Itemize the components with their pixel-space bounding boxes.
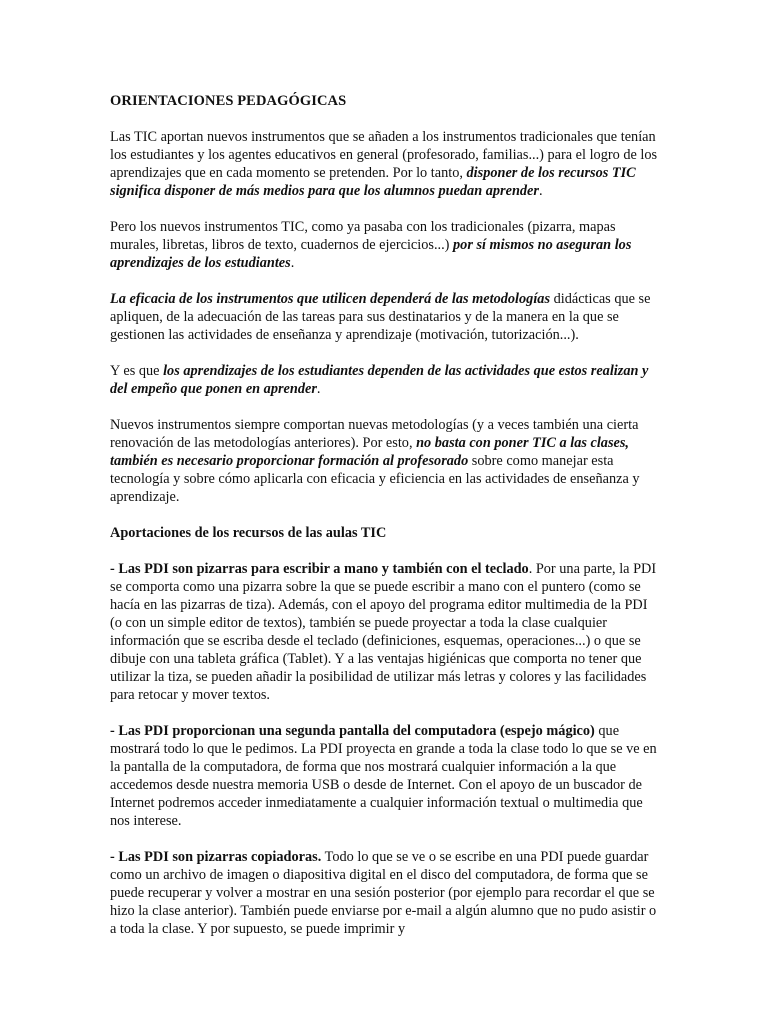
list-item-second-screen xyxy=(110,722,658,830)
emphasis-text: los aprendizajes de los estudiantes dependen de las actividades que estos realizan y del empeño que ponen en aprender xyxy=(110,363,649,397)
item-text: . Por una parte, la PDI se comporta como una pizarra sobre la que se puede escribir a mano con el puntero (como se hacía en las pizarras de tiza). Además, con el apoyo del programa editor multimedia de la PDI (o con un simple editor de textos), también se puede proyectar a toda la clase cualquier información que se escriba desde el teclado (definiciones, esquemas, operaciones...) o que se dibuje con una tableta gráfica (Tablet). Y a las ventajas higiénicas que comporta no tener que utilizar la tiza, se pueden añadir la posibilidad de utilizar más letras y colores y las facilidades para retocar y mover textos. xyxy=(110,561,657,703)
section-heading: Aportaciones de los recursos de las aulas TIC xyxy=(110,525,387,541)
paragraph-text: didácticas que se apliquen, de la adecuación de las tareas para sus destinatarios y de la manera en la que se gestionen las actividades de enseñanza y aprendizaje (motivación, tutorización...). xyxy=(110,291,651,343)
list-item-handwriting xyxy=(110,560,658,704)
emphasis-text: por sí mismos no aseguran los aprendizajes de los estudiantes xyxy=(110,237,632,271)
paragraph-end: . xyxy=(316,381,321,397)
paragraph-end: sobre como manejar esta tecnología y sobre cómo aplicarla con eficacia y eficiencia en las actividades de enseñanza y aprendizaje. xyxy=(110,453,640,505)
paragraph-text: Las TIC aportan nuevos instrumentos que se añaden a los instrumentos tradicionales que tenían los estudiantes y los agentes educativos en general (profesorado, familias...) para el logro de los aprendizajes que en cada momento se pretenden. Por lo tanto, xyxy=(110,129,658,181)
paragraph-text: Pero los nuevos instrumentos TIC, como ya pasaba con los tradicionales (pizarra, mapas murales, libretas, libros de texto, cuadernos de ejercicios...) xyxy=(110,219,616,253)
item-text: que mostrará todo lo que le pedimos. La PDI proyecta en grande a toda la clase todo lo que se ve en la pantalla de la computadora, de forma que nos mostrará cualquier información a la que accedemos desde nuestra memoria USB o desde de Internet. Con el apoyo de un buscador de Internet podremos acceder inmediatamente a cualquier información textual o multimedia que nos interese. xyxy=(110,723,657,829)
paragraph-traditional-tools xyxy=(110,218,658,272)
emphasis-text: disponer de los recursos TIC significa disponer de más medios para que los alumnos puedan aprender xyxy=(110,165,636,199)
emphasis-text: no basta con poner TIC a las clases, también es necesario proporcionar formación al profesorado xyxy=(110,435,629,469)
paragraph-new-methods xyxy=(110,416,658,506)
paragraph-text: Y es que xyxy=(110,363,164,379)
item-lead: - Las PDI proporcionan una segunda pantalla del computadora (espejo mágico) xyxy=(110,723,595,739)
item-text: Todo lo que se ve o se escribe en una PDI puede guardar como un archivo de imagen o diapositiva digital en el disco del computadora, de forma que se puede recuperar y volver a mostrar en una sesión posterior (por ejemplo para recordar el que se hizo la clase anterior). También puede enviarse por e-mail a algún alumno que no pudo asistir o a toda la clase. Y por supuesto, se puede imprimir y xyxy=(110,849,657,937)
paragraph-efficacy xyxy=(110,290,658,344)
paragraph-intro xyxy=(110,128,658,200)
paragraph-text: Nuevos instrumentos siempre comportan nuevas metodologías (y a veces también una cierta renovación de las metodologías anteriores). Por esto, xyxy=(110,417,639,451)
paragraph-end: . xyxy=(290,255,295,271)
document-page xyxy=(110,92,658,956)
emphasis-text: La eficacia de los instrumentos que utilicen dependerá de las metodologías xyxy=(110,291,551,307)
item-lead: - Las PDI son pizarras para escribir a mano y también con el teclado xyxy=(110,561,529,577)
list-item-copier xyxy=(110,848,658,938)
paragraph-end: . xyxy=(538,183,543,199)
paragraph-learning xyxy=(110,362,658,398)
document-title: ORIENTACIONES PEDAGÓGICAS xyxy=(110,93,347,109)
item-lead: - Las PDI son pizarras copiadoras. xyxy=(110,849,322,865)
